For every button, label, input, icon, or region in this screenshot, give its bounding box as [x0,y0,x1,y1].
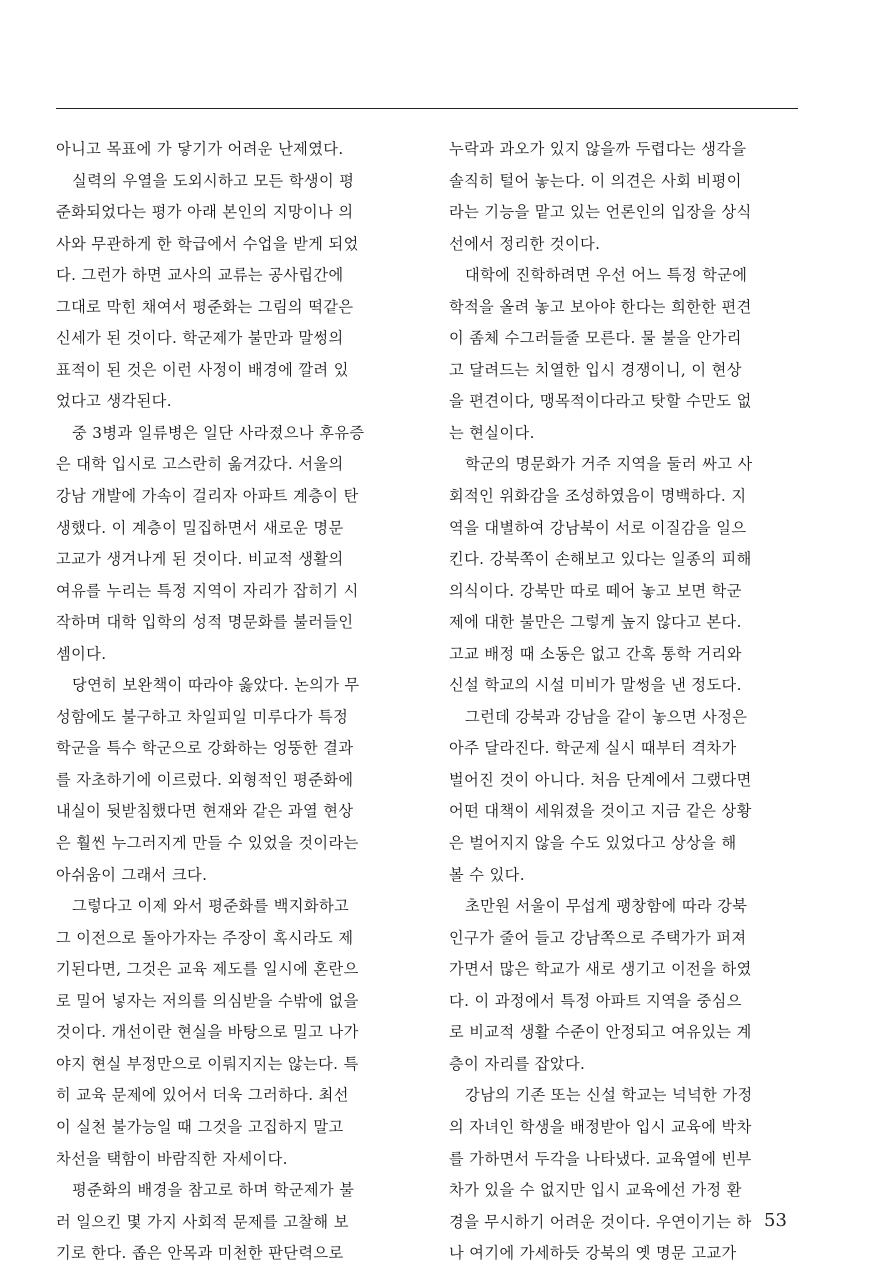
text-line: 차가 있을 수 없지만 입시 교육에선 가정 환 [449,1181,742,1200]
text-line: 학군의 명문화가 거주 지역을 둘러 싸고 사 [465,455,753,474]
text-line: 평준화의 배경을 참고로 하며 학군제가 불 [72,1181,355,1200]
text-line: 벌어진 것이 아니다. 처음 단계에서 그랬다면 [449,770,752,789]
text-line: 신세가 된 것이다. 학군제가 불만과 말썽의 [56,329,344,348]
text-line: 의 자녀인 학생을 배정받아 입시 교육에 박차 [449,1117,752,1136]
text-line: 고교 배정 때 소동은 없고 간혹 통학 거리와 [449,644,742,663]
text-line: 누락과 과오가 있지 않을까 두렵다는 생각을 [449,140,747,158]
text-line: 러 일으킨 몇 가지 사회적 문제를 고찰해 보 [56,1212,349,1231]
text-line: 이 실천 불가능일 때 그것을 고집하지 말고 [56,1117,344,1136]
text-line: 강남의 기존 또는 신설 학교는 넉넉한 가정 [465,1086,753,1105]
text-line: 기로 한다. 좁은 안목과 미천한 판단력으로 [56,1244,344,1263]
text-line: 선에서 정리한 것이다. [449,234,601,253]
text-line: 학군을 특수 학군으로 강화하는 엉뚱한 결과 [56,739,354,758]
text-line: 제에 대한 불만은 그렇게 높지 않다고 본다. [449,613,742,632]
text-line: 기된다면, 그것은 교육 제도를 일시에 혼란으 [56,960,359,979]
text-line: 히 교육 문제에 있어서 더욱 그러하다. 최선 [56,1086,349,1105]
text-line: 그런데 강북과 강남을 같이 놓으면 사정은 [465,707,748,726]
text-line: 다. 이 과정에서 특정 아파트 지역을 중심으 [449,991,742,1010]
text-line: 회적인 위화감을 조성하였음이 명백하다. 지 [449,487,747,506]
text-line: 강남 개발에 가속이 걸리자 아파트 계층이 탄 [56,487,359,506]
text-line: 아니고 목표에 가 닿기가 어려운 난제였다. [56,140,344,158]
text-line: 아쉬움이 그래서 크다. [56,865,208,884]
text-line: 셈이다. [56,644,107,663]
text-line: 층이 자리를 잡았다. [449,1054,586,1073]
text-line: 은 대학 입시로 고스란히 옮겨갔다. 서울의 [56,455,344,474]
text-line: 가면서 많은 학교가 새로 생기고 이전을 하였 [449,960,752,979]
text-line: 여유를 누리는 특정 지역이 자리가 잡히기 시 [56,581,359,600]
text-line: 학적을 올려 놓고 보아야 한다는 희한한 편견 [449,297,752,316]
text-line: 그렇다고 이제 와서 평준화를 백지화하고 [72,897,350,916]
text-line: 로 밀어 넣자는 저의를 의심받을 수밖에 없을 [56,991,359,1010]
text-line: 것이다. 개선이란 현실을 바탕으로 밀고 나가 [56,1023,359,1042]
text-line: 생했다. 이 계층이 밀집하면서 새로운 명문 [56,518,344,537]
right-column [449,134,805,1270]
text-line: 작하며 대학 입학의 성적 명문화를 불러들인 [56,613,354,632]
text-line: 실력의 우열을 도외시하고 모든 학생이 평 [72,171,355,190]
text-line: 신설 학교의 시설 미비가 말썽을 낸 정도다. [449,676,742,695]
header-rule [56,108,798,109]
text-line: 고교가 생겨나게 된 것이다. 비교적 생활의 [56,550,344,569]
text-line: 차선을 택함이 바람직한 자세이다. [56,1149,288,1168]
text-line: 당연히 보완책이 따라야 옳았다. 논의가 무 [72,676,360,695]
text-line: 그 이전으로 돌아가자는 주장이 혹시라도 제 [56,928,354,947]
text-line: 다. 그런가 하면 교사의 교류는 공사립간에 [56,266,344,285]
text-line: 로 비교적 생활 수준이 안정되고 여유있는 계 [449,1023,752,1042]
text-line: 을 편견이다, 맹목적이다라고 탓할 수만도 없 [449,392,752,411]
text-line: 솔직히 털어 놓는다. 이 의견은 사회 비평이 [449,171,742,190]
text-line: 인구가 줄어 들고 강남쪽으로 주택가가 퍼져 [449,928,747,947]
text-line: 초만원 서울이 무섭게 팽창함에 따라 강북 [465,897,748,916]
text-line: 나 여기에 가세하듯 강북의 옛 명문 고교가 [449,1244,737,1263]
text-line: 었다고 생각된다. [56,392,172,411]
text-line: 아주 달라진다. 학군제 실시 때부터 격차가 [449,739,737,758]
text-line: 은 훨씬 누그러지게 만들 수 있었을 것이라는 [56,834,359,853]
left-column [56,134,412,1270]
text-line: 어떤 대책이 세워졌을 것이고 지금 같은 상황 [449,802,752,821]
text-line: 볼 수 있다. [449,865,525,884]
text-line: 고 달려드는 치열한 입시 경쟁이니, 이 현상 [449,360,742,379]
text-line: 를 가하면서 두각을 나타냈다. 교육열에 빈부 [449,1149,752,1168]
text-line: 내실이 뒷받침했다면 현재와 같은 과열 현상 [56,802,354,821]
text-line: 라는 기능을 맡고 있는 언론인의 입장을 상식 [449,203,752,222]
page-number: 53 [764,1210,787,1231]
text-line: 킨다. 강북쪽이 손해보고 있다는 일종의 피해 [449,550,752,569]
text-line: 성함에도 불구하고 차일피일 미루다가 특정 [56,707,349,726]
text-line: 은 벌어지지 않을 수도 있었다고 상상을 해 [449,834,737,853]
text-line: 그대로 막힌 채여서 평준화는 그림의 떡같은 [56,297,354,316]
text-line: 중 3병과 일류병은 일단 사라졌으나 후유증 [72,423,365,442]
text-line: 대학에 진학하려면 우선 어느 특정 학군에 [465,266,748,285]
text-line: 역을 대별하여 강남북이 서로 이질감을 일으 [449,518,747,537]
text-line: 야지 현실 부정만으로 이뤄지지는 않는다. 특 [56,1054,359,1073]
text-line: 를 자초하기에 이르렀다. 외형적인 평준화에 [56,770,354,789]
text-line: 이 좀체 수그러들줄 모른다. 물 불을 안가리 [449,329,742,348]
text-line: 사와 무관하게 한 학급에서 수업을 받게 되었 [56,234,359,253]
text-line: 표적이 된 것은 이런 사정이 배경에 깔려 있 [56,360,349,379]
text-line: 는 현실이다. [449,423,535,442]
text-line: 경을 무시하기 어려운 것이다. 우연이기는 하 [449,1212,752,1231]
text-line: 준화되었다는 평가 아래 본인의 지망이나 의 [56,203,354,222]
text-line: 의식이다. 강북만 따로 떼어 놓고 보면 학군 [449,581,742,600]
